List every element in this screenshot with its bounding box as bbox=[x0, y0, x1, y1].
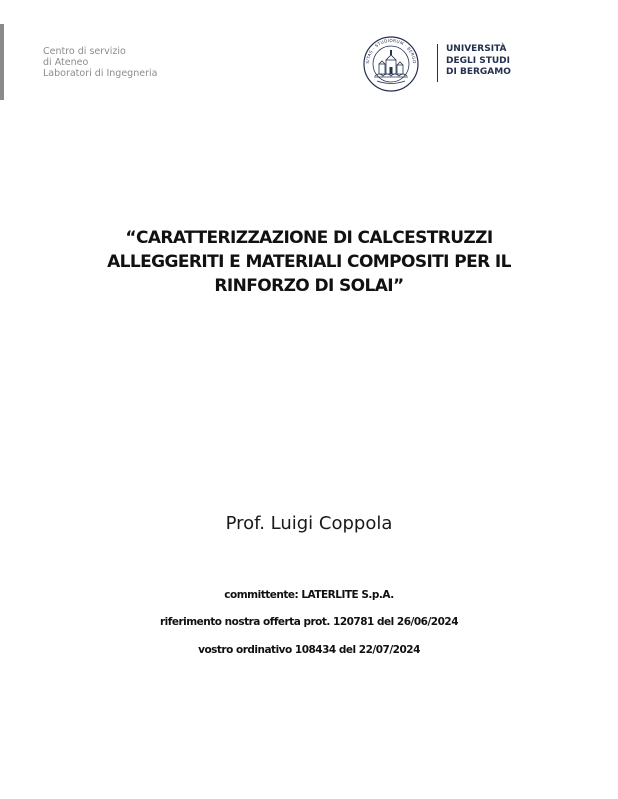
title-line: “CARATTERIZZAZIONE DI CALCESTRUZZI bbox=[125, 228, 493, 248]
seal-text: SITAS · STUDIORUM · BERGO bbox=[364, 37, 418, 64]
title-line: RINFORZO DI SOLAI” bbox=[214, 276, 404, 296]
university-name-line: DI BERGAMO bbox=[446, 67, 511, 77]
author-name: Prof. Luigi Coppola bbox=[225, 513, 393, 534]
university-seal-icon bbox=[359, 34, 423, 94]
offer-reference-line: riferimento nostra offerta prot. 120781 del 26/06/2024 bbox=[159, 616, 459, 628]
university-name-line: UNIVERSITÀ bbox=[446, 44, 507, 54]
title-line: ALLEGGERITI E MATERIALI COMPOSITI PER IL bbox=[107, 252, 511, 272]
client-line: committente: LATERLITE S.p.A. bbox=[224, 589, 394, 601]
department-line: Laboratori di Ingegneria bbox=[43, 68, 158, 79]
university-name bbox=[446, 44, 511, 79]
order-line: vostro ordinativo 108434 del 22/07/2024 bbox=[198, 644, 420, 656]
logo-divider bbox=[437, 44, 438, 82]
university-name-line: DEGLI STUDI bbox=[446, 55, 510, 66]
university-logo bbox=[359, 34, 521, 94]
department-line: di Ateneo bbox=[43, 57, 89, 68]
department-label bbox=[43, 46, 157, 79]
left-accent-bar bbox=[0, 24, 4, 100]
department-line: Centro di servizio bbox=[43, 46, 126, 57]
document-title bbox=[60, 226, 558, 298]
